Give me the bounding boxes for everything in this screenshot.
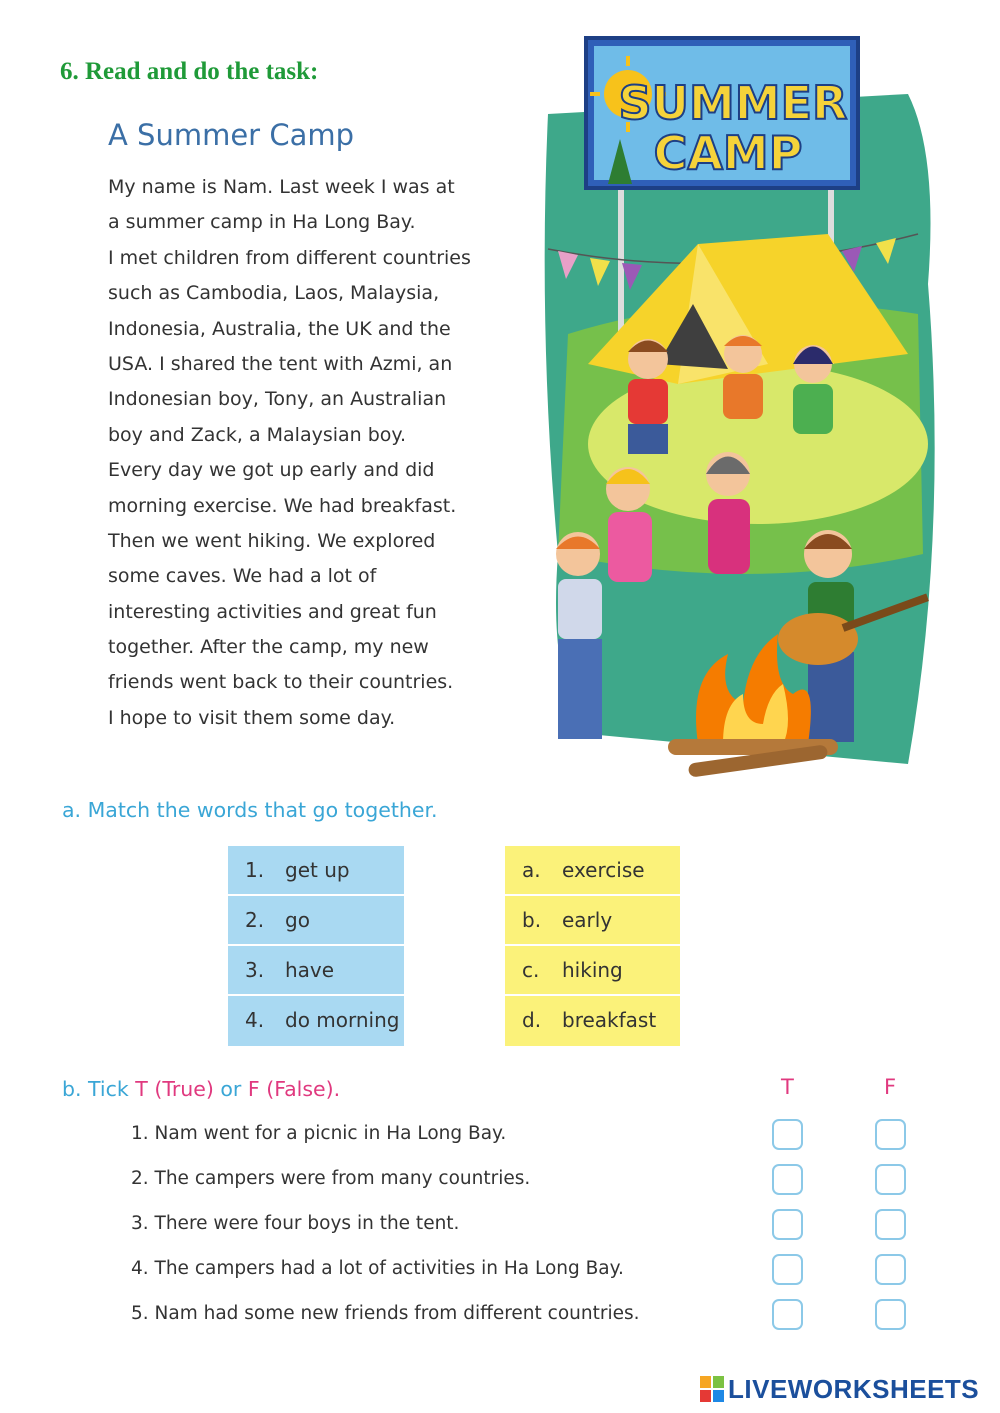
story-line: a summer camp in Ha Long Bay. [108,211,416,234]
story-line: Indonesian boy, Tony, an Australian [108,388,447,411]
match-right-letter: d. [522,1008,542,1032]
sign-title-line1: SUMMER [618,76,848,130]
match-right-letter: b. [522,908,542,932]
story-line: USA. I shared the tent with Azmi, an [108,352,453,375]
false-checkbox[interactable] [875,1254,906,1285]
story-line: together. After the camp, my new [108,636,429,659]
match-left-text: get up [285,858,350,882]
match-left-number: 3. [245,958,265,982]
match-left-text: do morning [285,1008,400,1032]
story-line: I met children from different countries [108,246,471,269]
story-line: morning exercise. We had breakfast. [108,494,457,517]
match-left-text: go [285,908,310,932]
tf-statement: 2. The campers were from many countries. [131,1168,531,1189]
match-left-number: 2. [245,908,265,932]
story-line: interesting activities and great fun [108,600,437,623]
match-right-text: early [562,908,613,932]
story-title: A Summer Camp [108,118,355,152]
story-line: boy and Zack, a Malaysian boy. [108,423,406,446]
true-checkbox[interactable] [772,1299,803,1330]
liveworksheets-logo-text: LIVEWORKSHEETS [728,1373,980,1404]
liveworksheets-logo-icon [700,1376,724,1402]
match-right-letter: a. [522,858,541,882]
task-heading: 6. Read and do the task: [60,58,319,85]
match-left-text: have [285,958,335,982]
section-b-or: or [213,1077,248,1101]
match-right-text: exercise [562,858,645,882]
match-left-column [228,846,404,1046]
section-b-false-label: F (False). [247,1077,341,1101]
story-line: Indonesia, Australia, the UK and the [108,317,451,340]
match-left-item[interactable] [228,946,404,996]
match-right-column [505,846,680,1046]
story-line: My name is Nam. Last week I was at [108,176,455,198]
match-right-text: breakfast [562,1008,657,1032]
false-checkbox[interactable] [875,1119,906,1150]
section-b-prefix: b. Tick [62,1077,136,1101]
tf-statement: 3. There were four boys in the tent. [131,1213,460,1234]
false-checkbox[interactable] [875,1209,906,1240]
section-b-label [62,1077,340,1101]
match-right-letter: c. [522,958,540,982]
match-left-item[interactable] [228,896,404,946]
match-left-number: 1. [245,858,265,882]
story-line: friends went back to their countries. [108,671,454,694]
summer-camp-illustration [528,34,948,784]
section-a-label: a. Match the words that go together. [62,798,438,822]
tf-statement: 5. Nam had some new friends from different countries. [131,1303,640,1324]
tf-statement: 1. Nam went for a picnic in Ha Long Bay. [131,1123,507,1144]
section-b-true-label: T (True) [135,1077,214,1101]
match-right-item[interactable] [505,896,680,946]
true-column-header: T [781,1075,794,1099]
story-line: I hope to visit them some day. [108,706,396,729]
match-left-item[interactable] [228,846,404,896]
match-right-item[interactable] [505,946,680,996]
story-line: Then we went hiking. We explored [108,529,436,552]
match-left-item[interactable] [228,996,404,1046]
false-column-header: F [884,1075,897,1099]
match-right-item[interactable] [505,846,680,896]
false-checkbox[interactable] [875,1299,906,1330]
true-checkbox[interactable] [772,1254,803,1285]
story-line: such as Cambodia, Laos, Malaysia, [108,282,440,305]
true-checkbox[interactable] [772,1164,803,1195]
tf-statement: 4. The campers had a lot of activities in Ha Long Bay. [131,1258,624,1279]
true-checkbox[interactable] [772,1119,803,1150]
story-line: Every day we got up early and did [108,459,435,482]
liveworksheets-logo [700,1374,979,1404]
false-checkbox[interactable] [875,1164,906,1195]
match-right-text: hiking [562,958,623,982]
true-checkbox[interactable] [772,1209,803,1240]
sign-title-line2: CAMP [653,126,803,180]
story-text [108,170,508,736]
match-left-number: 4. [245,1008,265,1032]
match-right-item[interactable] [505,996,680,1046]
story-line: some caves. We had a lot of [108,565,377,588]
